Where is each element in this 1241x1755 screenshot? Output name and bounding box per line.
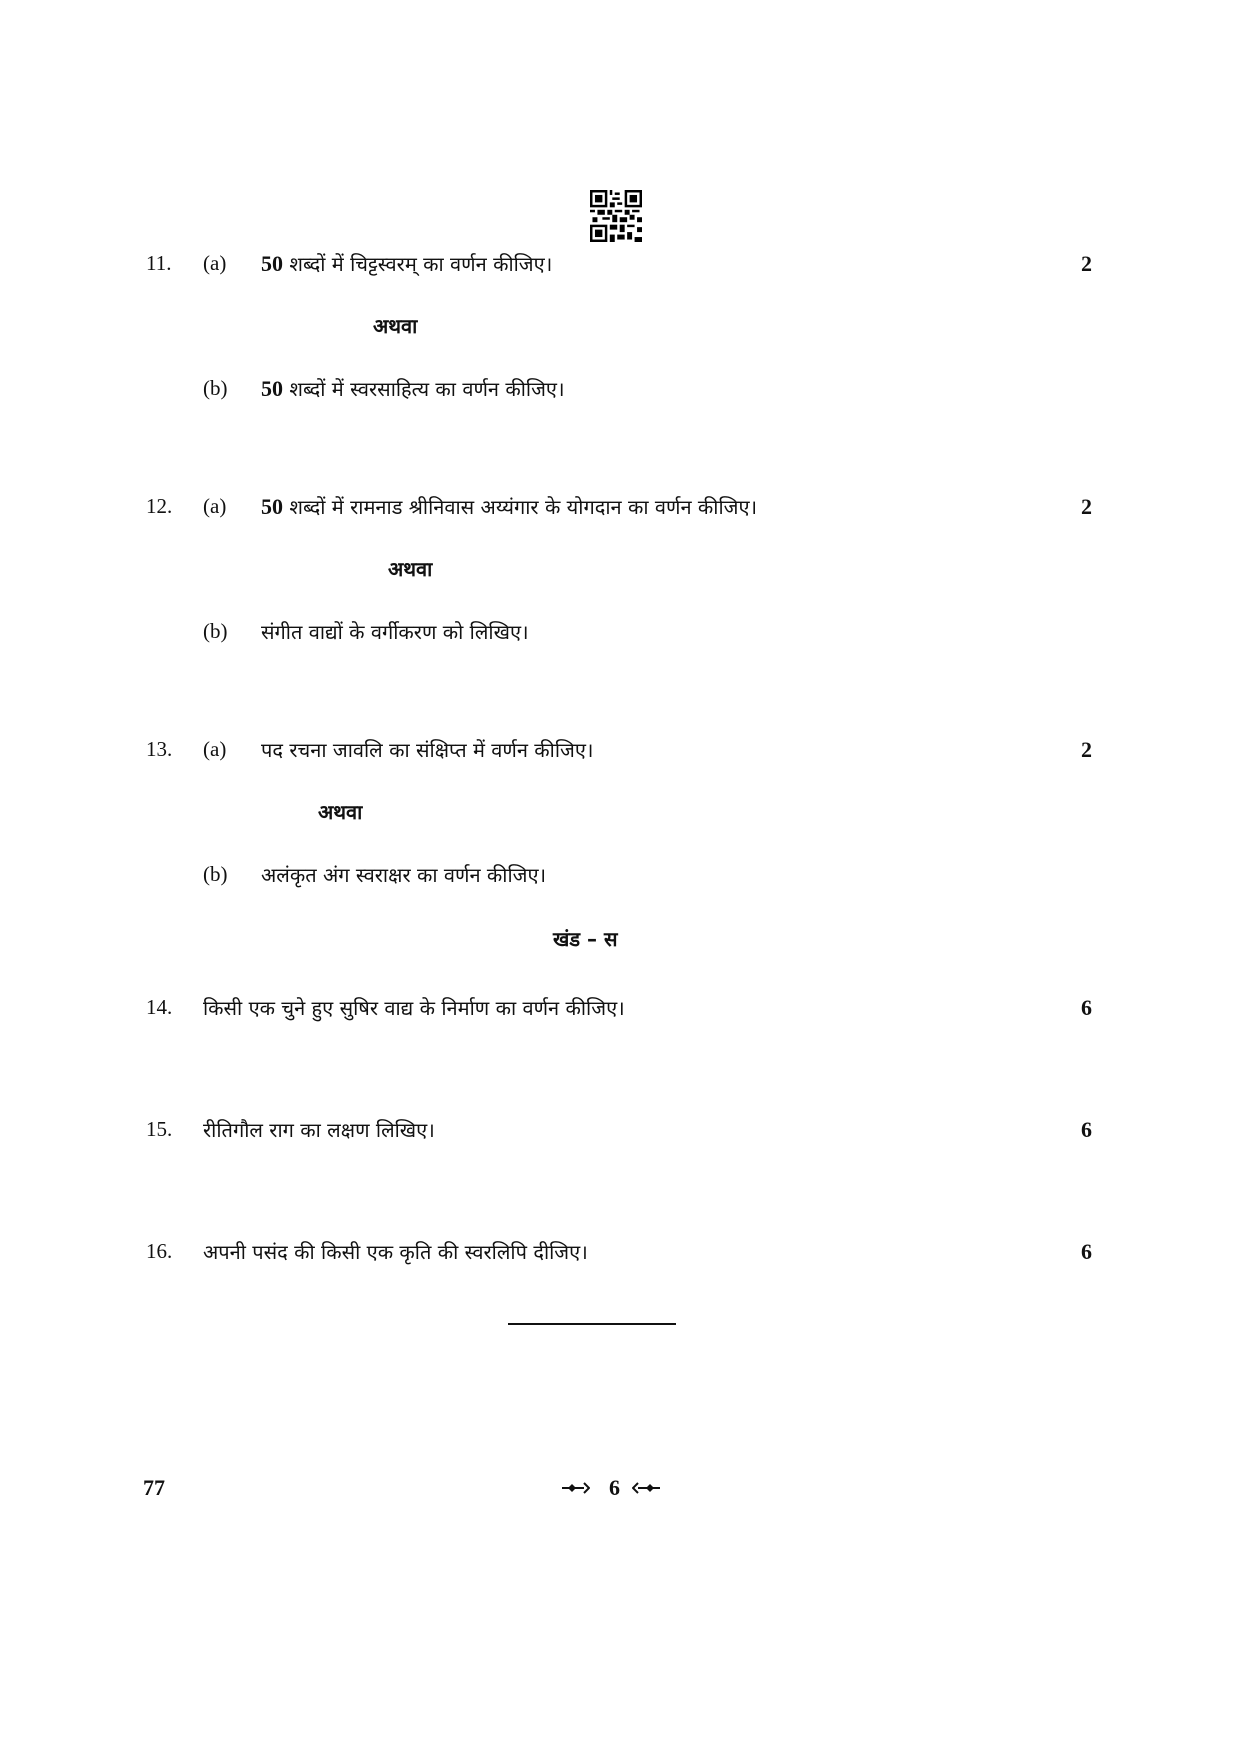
marks: 2	[1081, 494, 1092, 519]
or-label: अथवा	[388, 557, 433, 581]
question-text: पद रचना जावलि का संक्षिप्त में वर्णन कीजिए।	[261, 738, 594, 762]
diamond-ornament-icon	[560, 1481, 590, 1495]
question-text: अपनी पसंद की किसी एक कृति की स्वरलिपि दीजिए।	[203, 1240, 588, 1264]
question-number: 12.	[146, 494, 173, 518]
question-number: 14.	[146, 995, 173, 1019]
sub-label: (a)	[203, 494, 227, 518]
question-text: संगीत वाद्यों के वर्गीकरण को लिखिए।	[261, 620, 529, 644]
question-number: 13.	[146, 737, 173, 761]
question-number: 16.	[146, 1239, 173, 1263]
marks: 6	[1081, 1117, 1092, 1142]
marks: 2	[1081, 737, 1092, 762]
question-text: किसी एक चुने हुए सुषिर वाद्य के निर्माण का वर्णन कीजिए।	[203, 996, 625, 1020]
question-text: अलंकृत अंग स्वराक्षर का वर्णन कीजिए।	[261, 863, 547, 887]
question-number: 15.	[146, 1117, 173, 1141]
end-divider	[508, 1323, 676, 1325]
qr-code-icon	[590, 190, 642, 242]
question-number: 11.	[146, 251, 172, 275]
section-title: खंड – स	[553, 927, 618, 951]
sub-label: (b)	[203, 376, 228, 400]
sub-label: (b)	[203, 619, 228, 643]
marks: 6	[1081, 1239, 1092, 1264]
question-text: 50 शब्दों में चिट्टस्वरम् का वर्णन कीजिए।	[261, 251, 553, 276]
question-text: रीतिगौल राग का लक्षण लिखिए।	[203, 1118, 435, 1142]
question-text: 50 शब्दों में स्वरसाहित्य का वर्णन कीजिए।	[261, 376, 565, 401]
sub-label: (a)	[203, 251, 227, 275]
or-label: अथवा	[373, 314, 418, 338]
or-label: अथवा	[318, 800, 363, 824]
diamond-ornament-icon	[632, 1481, 662, 1495]
page-number: 6	[609, 1475, 620, 1500]
marks: 6	[1081, 995, 1092, 1020]
marks: 2	[1081, 251, 1092, 276]
paper-code: 77	[143, 1475, 165, 1500]
question-text: 50 शब्दों में रामनाड श्रीनिवास अय्यंगार के योगदान का वर्णन कीजिए।	[261, 494, 758, 519]
sub-label: (b)	[203, 862, 228, 886]
sub-label: (a)	[203, 737, 227, 761]
